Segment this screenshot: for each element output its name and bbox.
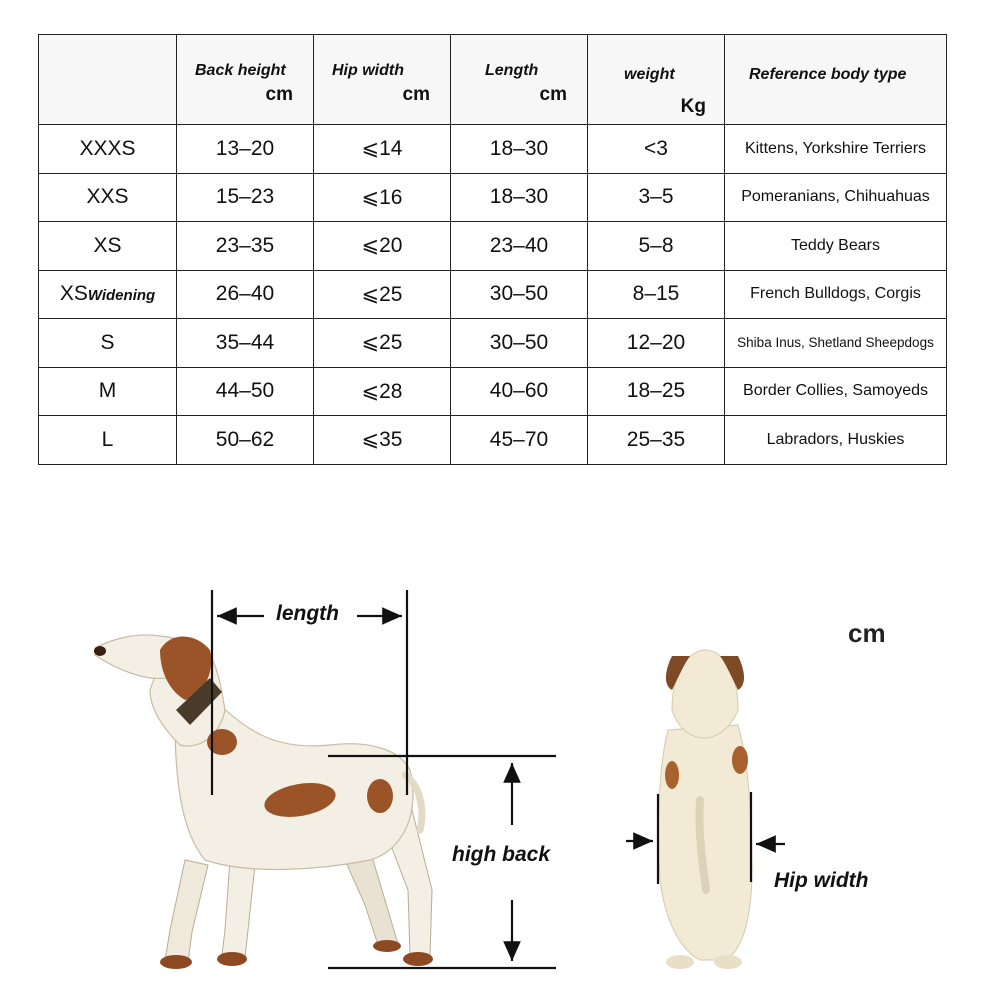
header-weight: weight Kg [588, 35, 725, 125]
header-size-blank [39, 35, 177, 125]
size-suffix: Widening [87, 287, 156, 305]
length-cell: 18–30 [451, 125, 588, 174]
header-hip-width: Hip width cm [314, 35, 451, 125]
reference-cell: Kittens, Yorkshire Terriers [725, 125, 947, 174]
size-chart-table [38, 34, 947, 465]
hip-width-cell: ⩽16 [314, 173, 451, 222]
back-height-cell: 44–50 [177, 367, 314, 416]
table-row [39, 222, 947, 271]
size-cell: S [39, 319, 177, 368]
weight-cell: 25–35 [588, 416, 725, 465]
weight-cell: 5–8 [588, 222, 725, 271]
table-row [39, 367, 947, 416]
table-header-row [39, 35, 947, 125]
weight-cell: 3–5 [588, 173, 725, 222]
hip-width-label: Hip width [774, 869, 869, 892]
length-cell: 30–50 [451, 319, 588, 368]
length-cell: 23–40 [451, 222, 588, 271]
length-cell: 45–70 [451, 416, 588, 465]
side-view-dog-illustration [94, 635, 433, 969]
reference-cell: French Bulldogs, Corgis [725, 270, 947, 319]
hip-width-cell: ⩽25 [314, 270, 451, 319]
back-height-cell: 15–23 [177, 173, 314, 222]
hip-width-cell: ⩽35 [314, 416, 451, 465]
back-height-cell: 50–62 [177, 416, 314, 465]
size-cell: L [39, 416, 177, 465]
back-height-cell: 35–44 [177, 319, 314, 368]
hip-width-cell: ⩽25 [314, 319, 451, 368]
weight-cell: 12–20 [588, 319, 725, 368]
length-label: length [276, 602, 339, 625]
length-cell: 40–60 [451, 367, 588, 416]
size-cell: XXS [39, 173, 177, 222]
hip-width-cell: ⩽28 [314, 367, 451, 416]
weight-cell: <3 [588, 125, 725, 174]
back-height-cell: 26–40 [177, 270, 314, 319]
weight-cell: 18–25 [588, 367, 725, 416]
measurement-illustration [0, 560, 1000, 1000]
table-row [39, 125, 947, 174]
unit-label: cm [848, 618, 886, 648]
table-row [39, 173, 947, 222]
table-row [39, 319, 947, 368]
size-cell: XXXS [39, 125, 177, 174]
reference-cell: Pomeranians, Chihuahuas [725, 173, 947, 222]
header-reference-body-type: Reference body type [725, 35, 947, 125]
table-row [39, 416, 947, 465]
length-cell: 30–50 [451, 270, 588, 319]
hip-width-cell: ⩽14 [314, 125, 451, 174]
back-height-cell: 23–35 [177, 222, 314, 271]
size-cell: XSWidening [39, 270, 177, 319]
high-back-label: high back [452, 843, 551, 866]
header-back-height: Back height cm [177, 35, 314, 125]
reference-cell: Teddy Bears [725, 222, 947, 271]
reference-cell: Border Collies, Samoyeds [725, 367, 947, 416]
header-length: Length cm [451, 35, 588, 125]
size-cell: M [39, 367, 177, 416]
table-row [39, 270, 947, 319]
weight-cell: 8–15 [588, 270, 725, 319]
reference-cell: Shiba Inus, Shetland Sheepdogs [725, 319, 947, 368]
rear-view-dog-illustration [658, 650, 752, 969]
back-height-cell: 13–20 [177, 125, 314, 174]
hip-width-cell: ⩽20 [314, 222, 451, 271]
size-cell: XS [39, 222, 177, 271]
reference-cell: Labradors, Huskies [725, 416, 947, 465]
length-cell: 18–30 [451, 173, 588, 222]
